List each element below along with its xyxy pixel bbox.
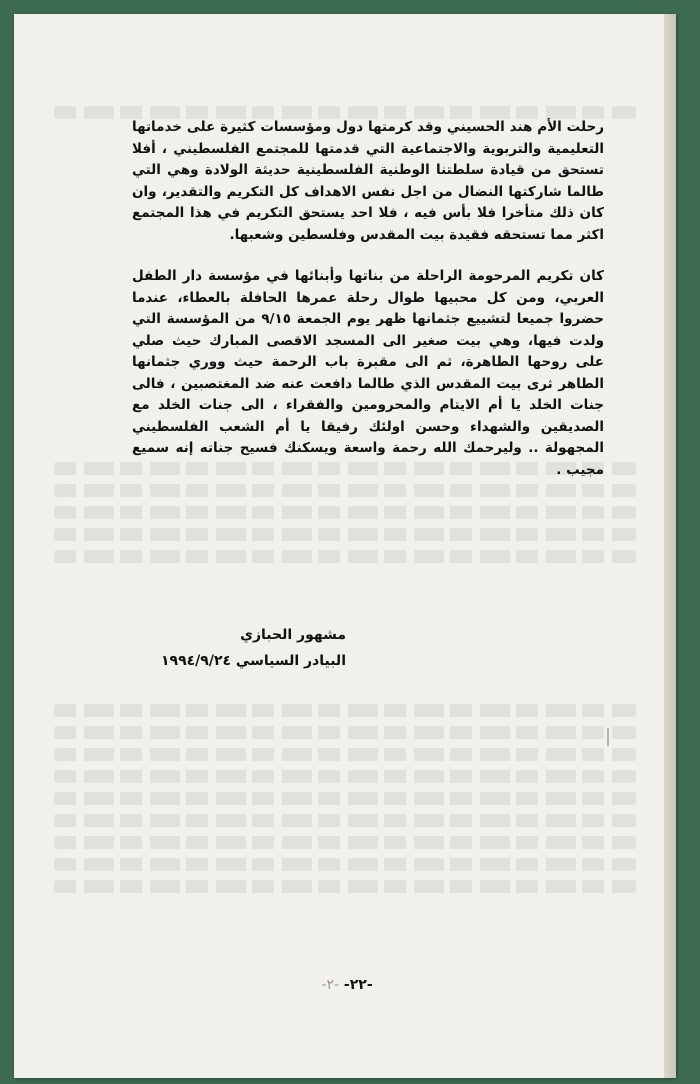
page-edge-strip — [664, 14, 676, 1078]
page-number-faint: -٢- — [321, 977, 340, 993]
bleed-through-line — [54, 814, 636, 827]
author-signature: مشهور الحبازي — [240, 627, 346, 643]
bleed-through-line — [54, 792, 636, 805]
page-number-value: -٢٢- — [343, 977, 373, 993]
bleed-through-line — [54, 528, 636, 541]
bleed-through-line — [54, 484, 636, 497]
bleed-through-line — [54, 704, 636, 717]
page-number — [14, 977, 676, 993]
bleed-through-line — [54, 748, 636, 761]
bleed-through-line — [54, 836, 636, 849]
bleed-through-line — [54, 880, 636, 893]
bleed-through-line — [54, 858, 636, 871]
body-paragraph-1: رحلت الأم هند الحسيني وقد كرمتها دول ومؤسسات كثيرة على خدماتها التعليمية والتربوية والاجتماعية التي قدمتها للمجتمع الفلسطيني ، أفلا تستحق من قيادة سلطتنا الوطنية الفلسطينية حديثة الولادة وهي التي طالما شاركتها النضال من اجل نفس الاهداف كل التكريم والتقدير، وان كان ذلك متأخرا فلا بأس فيه ، فلا احد يستحق التكريم في هذا المجتمع اكثر مما تستحقه فقيدة بيت المقدس وفلسطين وشعبها. — [132, 119, 604, 243]
source-and-date: البيادر السياسي ١٩٩٤/٩/٢٤ — [161, 653, 346, 669]
bleed-through-line — [54, 770, 636, 783]
bleed-through-line — [54, 726, 636, 739]
margin-mark — [607, 728, 609, 746]
bleed-through-line — [54, 506, 636, 519]
bleed-through-line — [54, 550, 636, 563]
document-page — [14, 14, 676, 1078]
body-paragraph-2: كان تكريم المرحومة الراحلة من بناتها وأبنائها في مؤسسة دار الطفل العربي، ومن كل محبيها طوال رحلة عمرها الحافلة بالعطاء، عندما حضروا جميعا لتشييع جثمانها ظهر يوم الجمعة ٩/١٥ من المؤسسة التي ولدت فيها، وهي بيت صغير الى المسجد الاقصى المبارك حيث صلي على روحها الطاهرة، ثم الى مقبرة باب الرحمة حيث ووري جثمانها الطاهر ثرى بيت المقدس الذي طالما دافعت عنه ضد المغتصبين ، فالى جنات الخلد يا أم الايتام والمحرومين والفقراء ، الى جنات الخلد مع الصديقين والشهداء وحسن اولئك رفيقا يا أم الشعب الفلسطيني المجهولة .. وليرحمك الله رحمة واسعة ويسكنك فسيح جناته إنه سميع مجيب . — [132, 268, 604, 478]
